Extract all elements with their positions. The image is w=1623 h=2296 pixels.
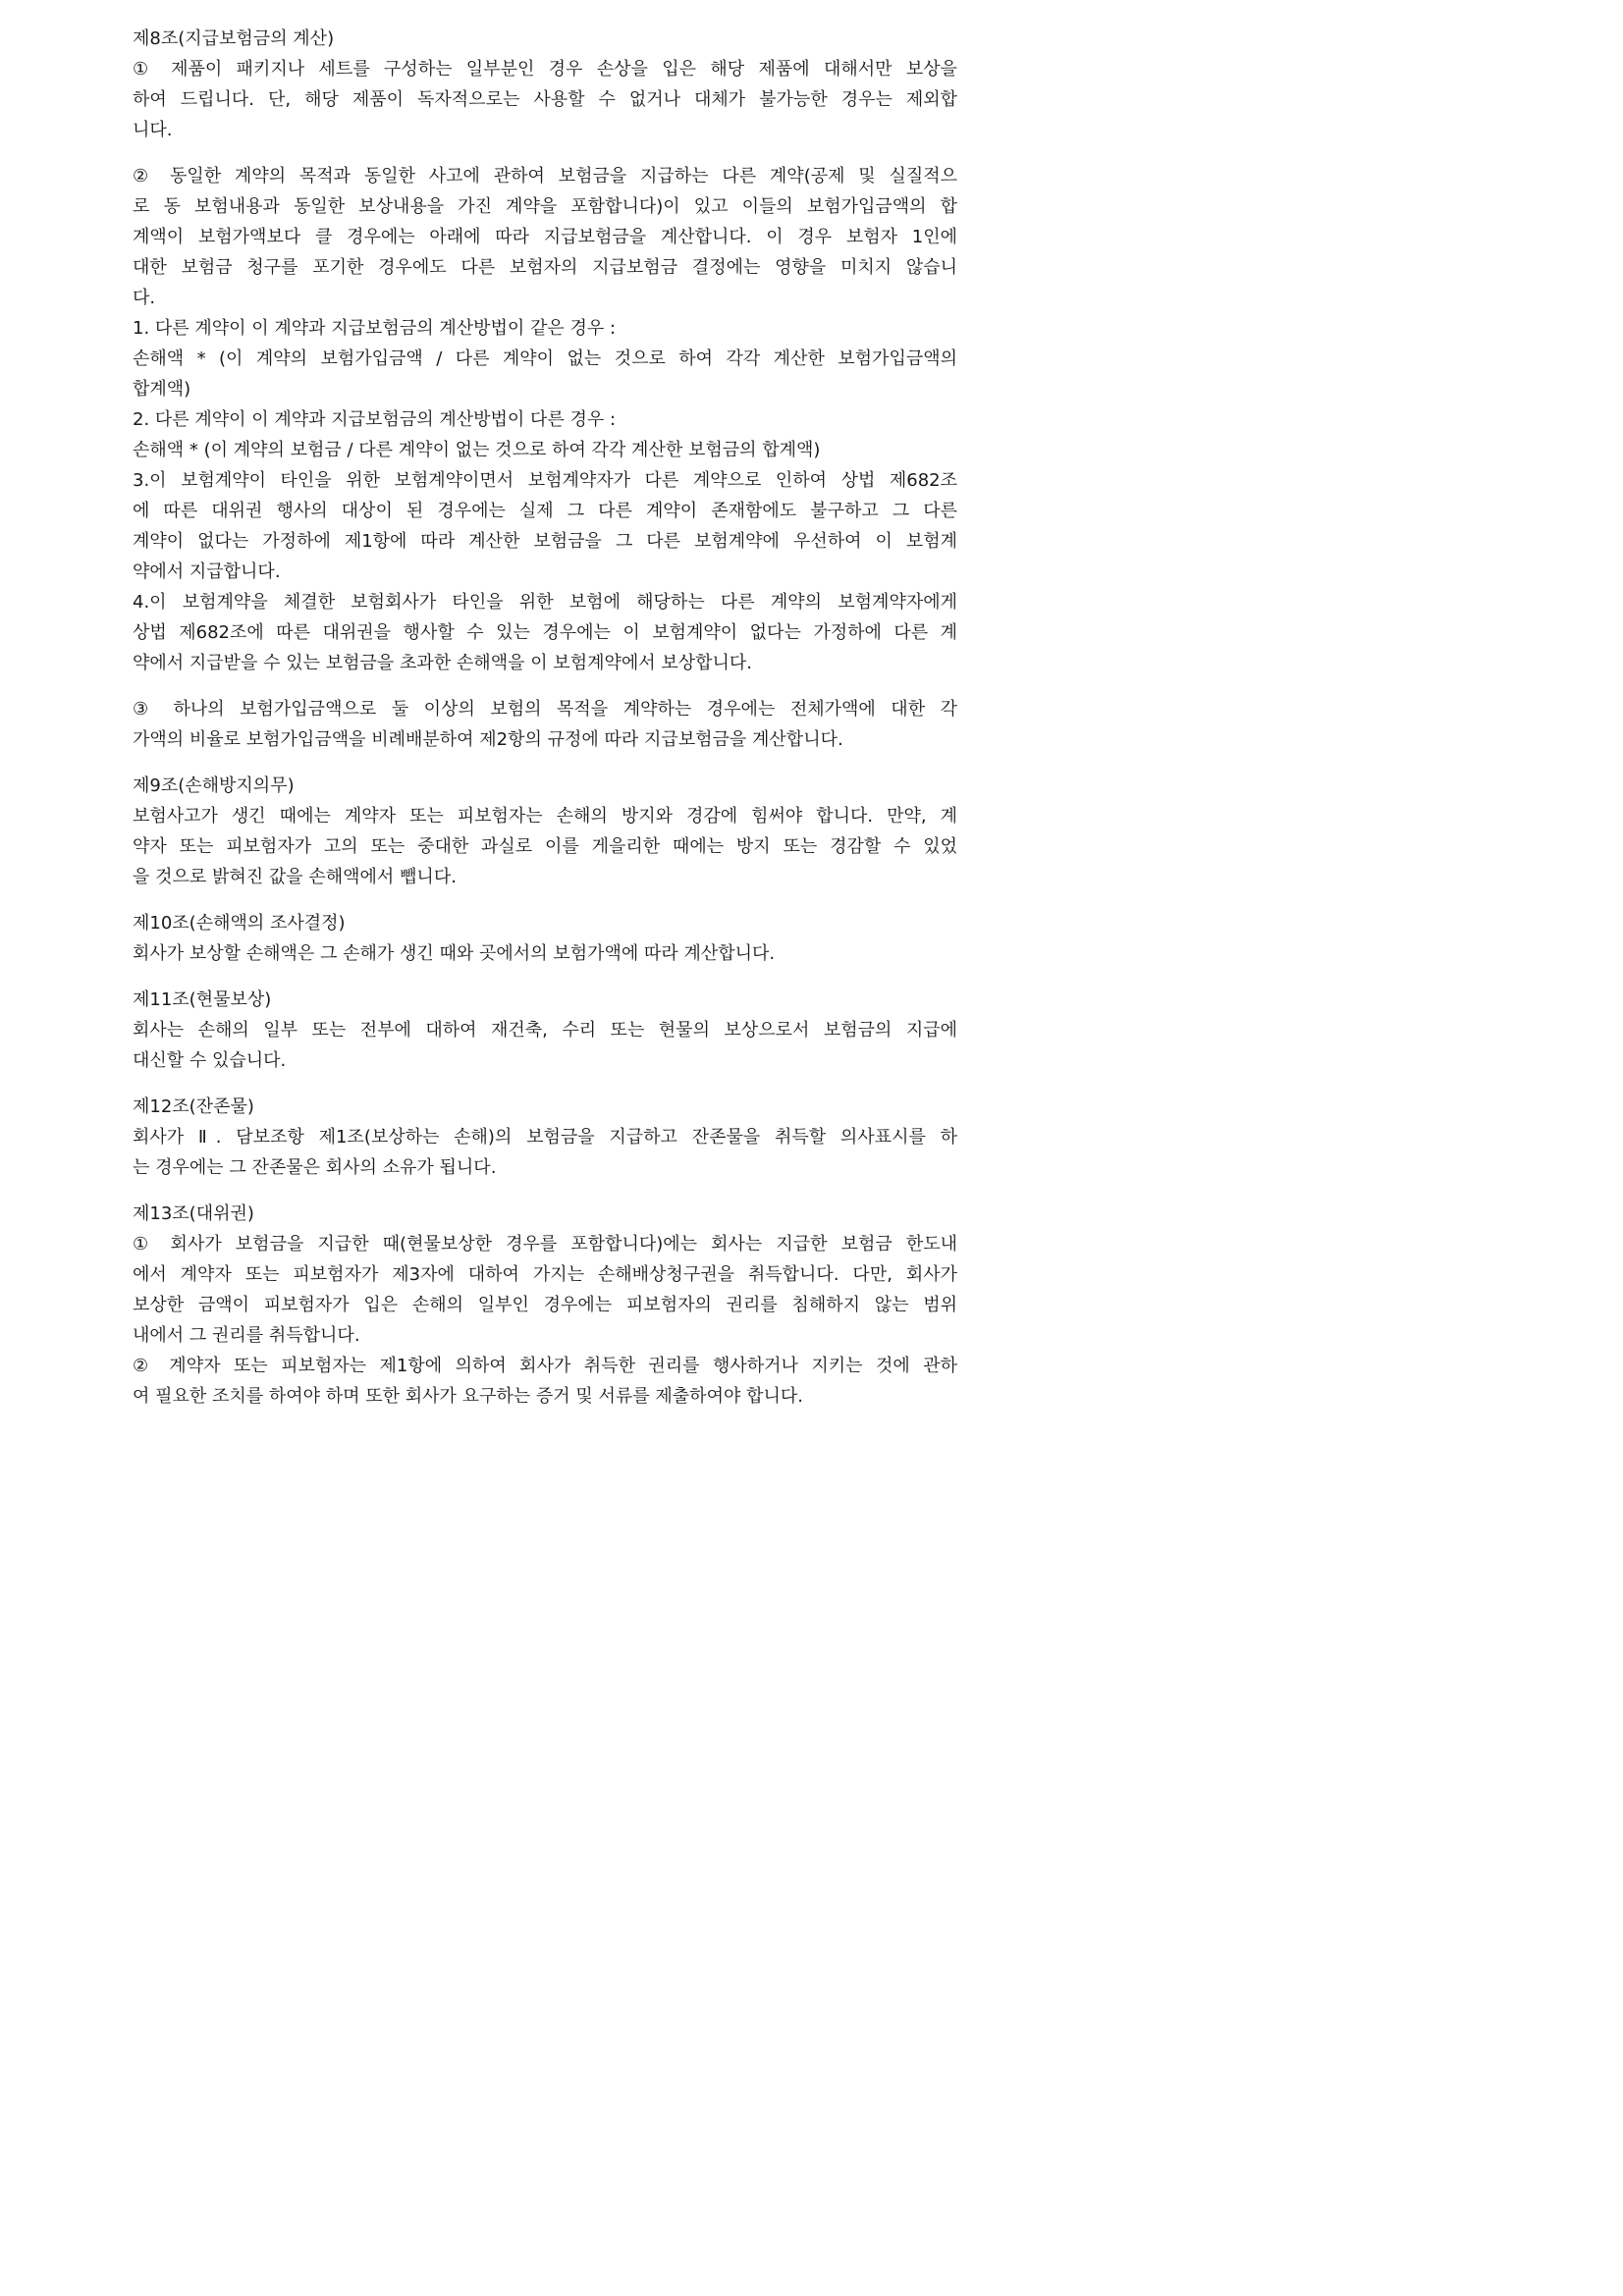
article-8-item-4: 상법 제682조에 따른 대위권을 행사할 수 있는 경우에는 이 보험계약이 없다는 가정하에 다른 계 xyxy=(133,622,957,643)
article-13-line: 여 필요한 조치를 하여야 하며 또한 회사가 요구하는 증거 및 서류를 제출하여야 합니다. xyxy=(133,1386,803,1407)
article-9-line: 보험사고가 생긴 때에는 계약자 또는 피보험자는 손해의 방지와 경감에 힘써야 합니다. 만약, 계 xyxy=(133,806,957,827)
article-9-heading: 제9조(손해방지의무) xyxy=(133,775,295,796)
article-13-line: ② 계약자 또는 피보험자는 제1항에 의하여 회사가 취득한 권리를 행사하거나 지키는 것에 관하 xyxy=(133,1356,957,1376)
article-8-para2-line: 다. xyxy=(133,288,156,308)
article-8-item-3: 3.이 보험계약이 타인을 위한 보험계약이면서 보험계약자가 다른 계약으로 인하여 상법 제682조 xyxy=(133,470,957,491)
article-9-line: 을 것으로 밝혀진 값을 손해액에서 뺍니다. xyxy=(133,867,457,887)
article-8-para2-line: 대한 보험금 청구를 포기한 경우에도 다른 보험자의 지급보험금 결정에는 영향을 미치지 않습니 xyxy=(133,257,957,278)
paragraph-gap xyxy=(133,892,957,908)
article-8-formula-1: 손해액 * (이 계약의 보험가입금액 / 다른 계약이 없는 것으로 하여 각각 계산한 보험가입금액의 xyxy=(133,348,957,369)
article-13-line: 에서 계약자 또는 피보험자가 제3자에 대하여 가지는 손해배상청구권을 취득합니다. 다만, 회사가 xyxy=(133,1264,957,1285)
article-8-item-3: 에 따른 대위권 행사의 대상이 된 경우에는 실제 그 다른 계약이 존재함에도 불구하고 그 다른 xyxy=(133,501,957,521)
paragraph-gap xyxy=(133,678,957,694)
paragraph-gap xyxy=(133,1183,957,1199)
article-8-para2-line: 로 동 보험내용과 동일한 보상내용을 가진 계약을 포함합니다)이 있고 이들의 보험가입금액의 합 xyxy=(133,196,957,217)
article-13-line: 보상한 금액이 피보험자가 입은 손해의 일부인 경우에는 피보험자의 권리를 침해하지 않는 범위 xyxy=(133,1295,957,1315)
article-8-para1-line: 니다. xyxy=(133,120,173,140)
article-8-item-1: 1. 다른 계약이 이 계약과 지급보험금의 계산방법이 같은 경우 : xyxy=(133,318,617,339)
article-8-item-3: 약에서 지급합니다. xyxy=(133,561,281,582)
article-11-heading: 제11조(현물보상) xyxy=(133,989,272,1010)
article-8-para2-line: ② 동일한 계약의 목적과 동일한 사고에 관하여 보험금을 지급하는 다른 계약(공제 및 실질적으 xyxy=(133,166,957,187)
article-8-formula-2: 손해액 * (이 계약의 보험금 / 다른 계약이 없는 것으로 하여 각각 계산한 보험금의 합계액) xyxy=(133,440,821,460)
article-8-formula-1: 합계액) xyxy=(133,379,191,400)
article-8-para1-line: ① 제품이 패키지나 세트를 구성하는 일부분인 경우 손상을 입은 해당 제품에 대해서만 보상을 xyxy=(133,59,957,80)
article-8-item-2: 2. 다른 계약이 이 계약과 지급보험금의 계산방법이 다른 경우 : xyxy=(133,409,617,430)
article-13-heading: 제13조(대위권) xyxy=(133,1203,254,1224)
article-12-heading: 제12조(잔존물) xyxy=(133,1096,254,1117)
article-8-para1-line: 하여 드립니다. 단, 해당 제품이 독자적으로는 사용할 수 없거나 대체가 불가능한 경우는 제외합 xyxy=(133,89,957,110)
article-9-line: 약자 또는 피보험자가 고의 또는 중대한 과실로 이를 게을리한 때에는 방지 또는 경감할 수 있었 xyxy=(133,836,957,857)
article-10-heading: 제10조(손해액의 조사결정) xyxy=(133,913,346,934)
article-13-line: 내에서 그 권리를 취득합니다. xyxy=(133,1325,360,1346)
article-11-line: 대신할 수 있습니다. xyxy=(133,1050,287,1071)
article-11-line: 회사는 손해의 일부 또는 전부에 대하여 재건축, 수리 또는 현물의 보상으로서 보험금의 지급에 xyxy=(133,1020,957,1041)
article-8-para3-line: 가액의 비율로 보험가입금액을 비례배분하여 제2항의 규정에 따라 지급보험금을 계산합니다. xyxy=(133,729,843,750)
paragraph-gap xyxy=(133,755,957,771)
article-13-line: ① 회사가 보험금을 지급한 때(현물보상한 경우를 포함합니다)에는 회사는 지급한 보험금 한도내 xyxy=(133,1234,957,1255)
article-8-item-4: 약에서 지급받을 수 있는 보험금을 초과한 손해액을 이 보험계약에서 보상합니다. xyxy=(133,653,753,673)
article-8-para3-line: ③ 하나의 보험가입금액으로 둘 이상의 보험의 목적을 계약하는 경우에는 전체가액에 대한 각 xyxy=(133,699,957,720)
article-8-para2-line: 계액이 보험가액보다 클 경우에는 아래에 따라 지급보험금을 계산합니다. 이 경우 보험자 1인에 xyxy=(133,227,957,247)
article-10-line: 회사가 보상할 손해액은 그 손해가 생긴 때와 곳에서의 보험가액에 따라 계산합니다. xyxy=(133,943,776,964)
paragraph-gap xyxy=(133,969,957,985)
article-12-line: 회사가 Ⅱ. 담보조항 제1조(보상하는 손해)의 보험금을 지급하고 잔존물을 취득할 의사표시를 하 xyxy=(133,1127,957,1148)
document-page xyxy=(133,24,957,1412)
article-8-item-3: 계약이 없다는 가정하에 제1항에 따라 계산한 보험금을 그 다른 보험계약에 우선하여 이 보험계 xyxy=(133,531,957,552)
paragraph-gap xyxy=(133,145,957,161)
article-12-line: 는 경우에는 그 잔존물은 회사의 소유가 됩니다. xyxy=(133,1157,497,1178)
article-8-item-4: 4.이 보험계약을 체결한 보험회사가 타인을 위한 보험에 해당하는 다른 계약의 보험계약자에게 xyxy=(133,592,957,613)
paragraph-gap xyxy=(133,1076,957,1092)
article-8-heading: 제8조(지급보험금의 계산) xyxy=(133,28,335,49)
